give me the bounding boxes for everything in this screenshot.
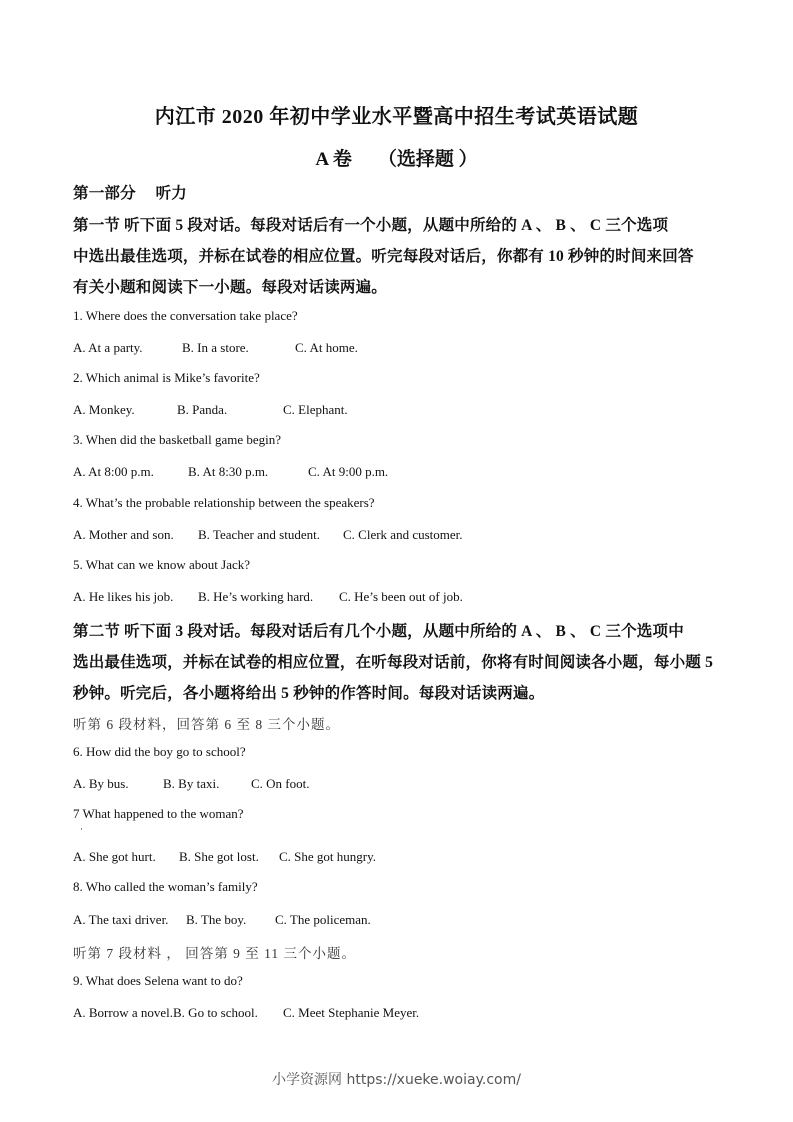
- option-a: A. At a party.: [73, 340, 143, 355]
- option-b: B. In a store.: [182, 340, 249, 355]
- option-c: C. At 9:00 p.m.: [308, 464, 389, 479]
- option-b: B. He’s working hard.: [198, 589, 314, 604]
- option-b: B. By taxi.: [163, 776, 220, 791]
- question-7: 7 What happened to the woman?: [73, 806, 244, 821]
- listening-material-6-instruction: 听第 6 段材料，回答第 6 至 8 三个小题。: [73, 717, 340, 732]
- options-2: [73, 401, 348, 419]
- question-1: 1. Where does the conversation take place?: [73, 308, 298, 323]
- question-6: 6. How did the boy go to school?: [73, 744, 246, 759]
- option-b: B. At 8:30 p.m.: [188, 464, 269, 479]
- footer-watermark: 小学资源网 https://xueke.woiay.com/: [272, 1072, 521, 1088]
- question-5: 5. What can we know about Jack?: [73, 557, 251, 572]
- option-b: B. The boy.: [186, 912, 247, 927]
- question-4: 4. What’s the probable relationship between the speakers?: [73, 495, 375, 510]
- section2-instruction-line: 秒钟。听完后，各小题将给出 5 秒钟的作答时间。每段对话读两遍。: [73, 685, 545, 702]
- option-c: C. Elephant.: [283, 402, 348, 417]
- section1-instruction-line: 第一节 听下面 5 段对话。每段对话后有一个小题，从题中所给的 A 、 B 、 C 三个选项: [73, 217, 669, 234]
- option-b: B. She got lost.: [179, 849, 259, 864]
- option-a: A. Monkey.: [73, 402, 135, 417]
- section1-instruction-line: 有关小题和阅读下一小题。每段对话读两遍。: [73, 279, 388, 296]
- option-c: C. On foot.: [251, 776, 310, 791]
- question-9: 9. What does Selena want to do?: [73, 973, 243, 988]
- part-heading: 第一部分 听力: [73, 185, 187, 202]
- options-4: [73, 526, 463, 544]
- option-a: A. The taxi driver.: [73, 912, 169, 927]
- options-7: [73, 848, 376, 866]
- options-3: [73, 463, 388, 481]
- section1-instruction-line: 中选出最佳选项，并标在试卷的相应位置。听完每段对话后，你都有 10 秒钟的时间来回答: [73, 248, 694, 265]
- option-c: C. The policeman.: [275, 912, 371, 927]
- subtitle-volume: A 卷: [315, 149, 352, 170]
- question-8: 8. Who called the woman’s family?: [73, 879, 258, 894]
- option-b: B. Panda.: [177, 402, 228, 417]
- option-c: C. Meet Stephanie Meyer.: [283, 1005, 420, 1020]
- section2-instruction-line: 选出最佳选项，并标在试卷的相应位置，在听每段对话前，你将有时间阅读各小题，每小题 5: [73, 654, 714, 671]
- section2-instruction-line: 第二节 听下面 3 段对话。每段对话后有几个小题，从题中所给的 A 、 B 、 C 三个选项中: [73, 623, 684, 640]
- options-9: [73, 1004, 419, 1022]
- subtitle-type: （选择题 ）: [377, 149, 478, 170]
- exam-subtitle: [0, 144, 793, 171]
- options-6: [73, 775, 310, 793]
- option-a: A. Mother and son.: [73, 527, 174, 542]
- option-a: A. At 8:00 p.m.: [73, 464, 154, 479]
- options-8: [73, 911, 371, 929]
- option-a: A. By bus.: [73, 776, 129, 791]
- listening-material-7-instruction: 听第 7 段材料 ， 回答第 9 至 11 三个小题。: [73, 946, 356, 961]
- option-c: C. Clerk and customer.: [343, 527, 463, 542]
- question-3: 3. When did the basketball game begin?: [73, 432, 282, 447]
- option-c: C. He’s been out of job.: [339, 589, 463, 604]
- options-1: [73, 339, 358, 357]
- option-c: C. She got hungry.: [279, 849, 377, 864]
- option-a: A. He likes his job.: [73, 589, 174, 604]
- option-b: B. Go to school.: [173, 1005, 258, 1020]
- options-5: [73, 588, 463, 606]
- option-c: C. At home.: [295, 340, 358, 355]
- exam-title: 内江市 2020 年初中学业水平暨高中招生考试英语试题: [154, 106, 639, 128]
- option-a: A. Borrow a novel.: [73, 1005, 174, 1020]
- stray-mark: [81, 828, 82, 830]
- option-a: A. She got hurt.: [73, 849, 156, 864]
- option-b: B. Teacher and student.: [198, 527, 320, 542]
- question-2: 2. Which animal is Mike’s favorite?: [73, 370, 260, 385]
